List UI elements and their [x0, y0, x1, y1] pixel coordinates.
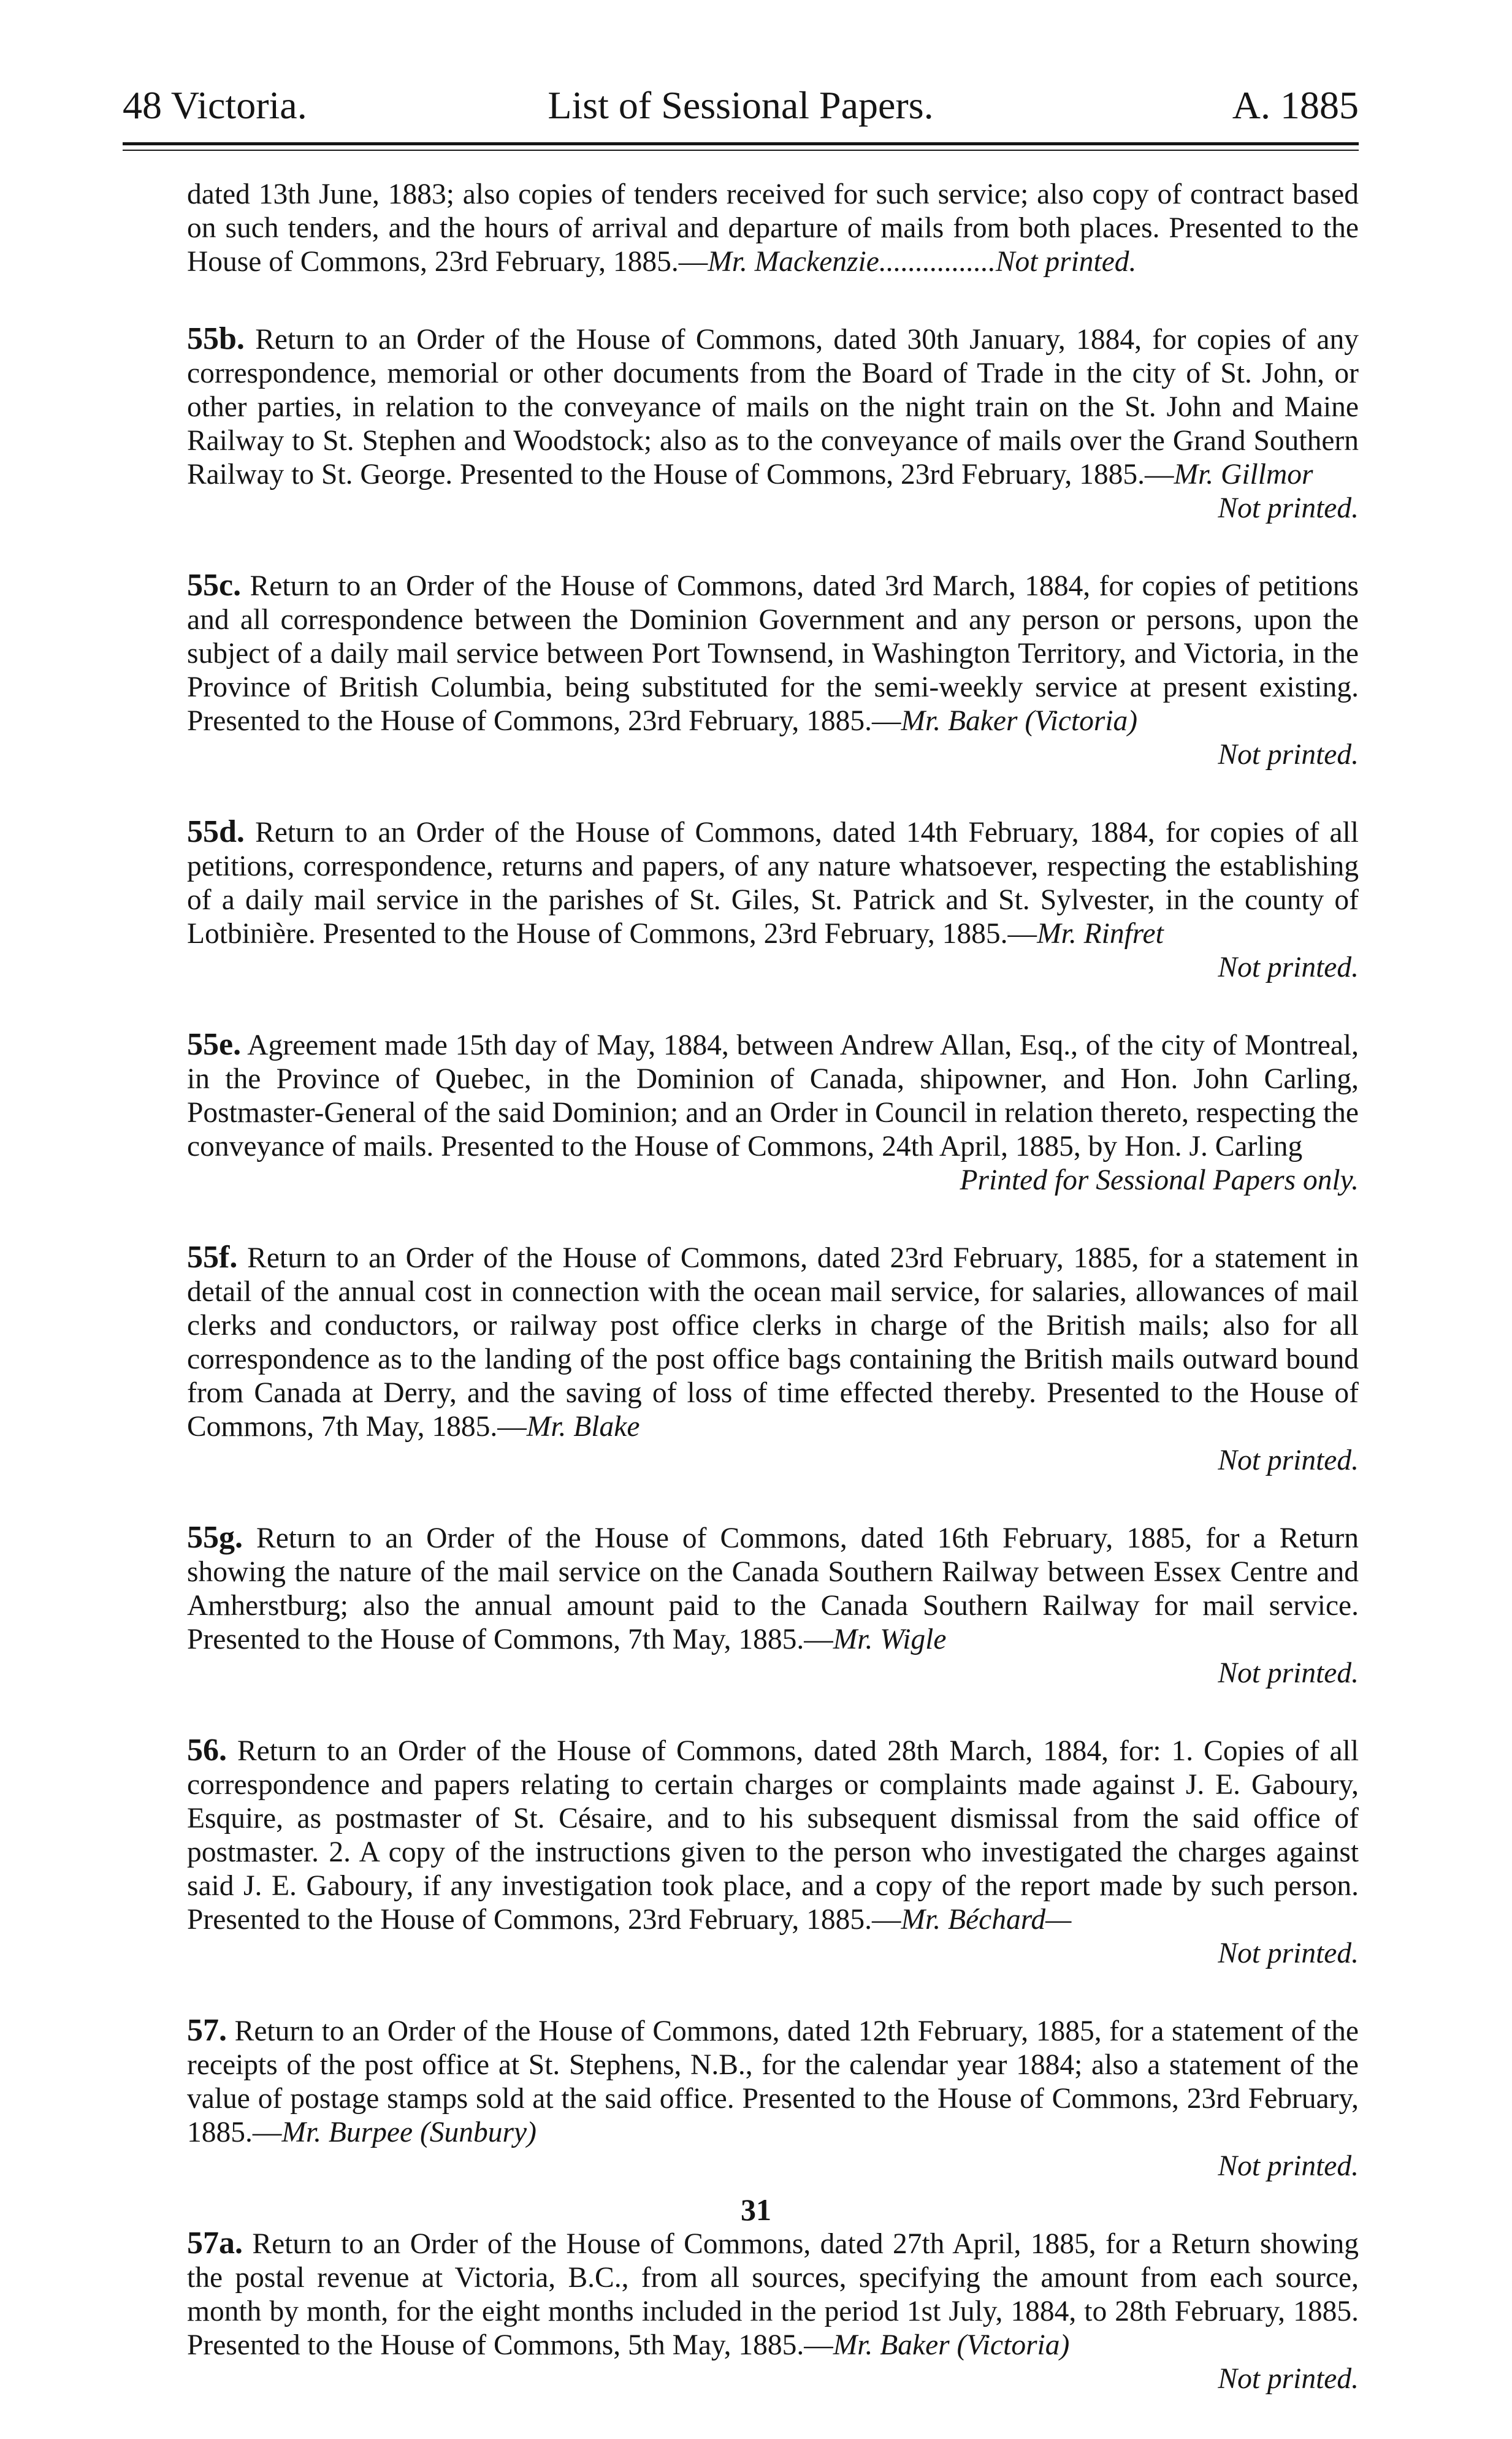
entries-body — [187, 178, 1359, 2439]
entry-number: 55f. — [187, 1240, 238, 1275]
entry-status: Not printed. — [1218, 2150, 1359, 2182]
entry-status: Not printed. — [1218, 2363, 1359, 2395]
entry-55g — [187, 1521, 1359, 1690]
continuation-mover: Mr. Mackenzie — [708, 246, 879, 278]
entry-text: Return to an Order of the House of Commons, dated 28th March, 1884, for: 1. Copies of all correspondence and papers relating to certain charges or complaints made against J. E. Gaboury, Esquire, as postmaster of St. Césaire, and to his subsequent dismissal from the said office of postmaster. 2. A copy of the instructions given to the person who investigated the charges against said J. E. Gaboury, if any investigation took place, and a copy of the report made by such person. Presented to the House of Commons, 23rd February, 1885.— — [187, 1735, 1359, 1936]
entry-text: Return to an Order of the House of Commons, dated 27th April, 1885, for a Return showing the postal revenue at Victoria, B.C., from all sources, specifying the amount from each source, month by month, for the eight months included in the period 1st July, 1884, to 28th February, 1885. Presented to the House of Commons, 5th May, 1885.— — [187, 2228, 1359, 2361]
entry-mover: Mr. Blake — [526, 1411, 640, 1443]
entry-mover: Mr. Burpee (Sunbury) — [281, 2116, 536, 2148]
entry-number: 55d. — [187, 814, 245, 849]
entry-status: Not printed. — [1218, 1445, 1359, 1476]
entry-57 — [187, 2013, 1359, 2183]
entry-number: 55c. — [187, 568, 242, 603]
entry-mover: Mr. Baker (Victoria) — [901, 705, 1138, 737]
entry-text: Return to an Order of the House of Commons, dated 12th February, 1885, for a statement of the receipts of the post office at St. Stephens, N.B., for the calendar year 1884; also a statement of the value of postage stamps sold at the said office. Presented to the House of Commons, 23rd February, 1885.— — [187, 2015, 1359, 2148]
entry-text: Return to an Order of the House of Commons, dated 23rd February, 1885, for a statement in detail of the annual cost in connection with the ocean mail service, for salaries, allowances of mail clerks and conductors, or railway post office clerks in charge of the British mails; also for all correspondence as to the landing of the post office bags containing the British mails outward bound from Canada at Derry, and the saving of loss of time effected thereby. Presented to the House of Commons, 7th May, 1885.— — [187, 1242, 1359, 1443]
entry-status: Not printed. — [1218, 739, 1359, 771]
entry-57a — [187, 2226, 1359, 2396]
entry-55c — [187, 568, 1359, 772]
header-title: List of Sessional Papers. — [548, 83, 934, 127]
entry-text: Return to an Order of the House of Commons, dated 3rd March, 1884, for copies of petitions and all correspondence between the Dominion Government and any person or persons, upon the subject of a daily mail service between Port Townsend, in Washington Territory, and Victoria, in the Province of British Columbia, being substituted for the semi-weekly service at present existing. Presented to the House of Commons, 23rd February, 1885.— — [187, 570, 1359, 737]
entry-mover: Mr. Wigle — [833, 1624, 947, 1655]
header-rule-thick — [123, 142, 1359, 145]
continuation-paragraph — [187, 178, 1359, 279]
header-year: A. 1885 — [1232, 83, 1359, 127]
entry-number: 55b. — [187, 321, 245, 356]
entry-mover: Mr. Béchard— — [901, 1904, 1072, 1936]
entry-mover: Mr. Gillmor — [1174, 459, 1313, 490]
entry-56 — [187, 1733, 1359, 1971]
continuation-text: dated 13th June, 1883; also copies of tenders received for such service; also copy of contract based on such tenders, and the hours of arrival and departure of mails from both places. Presented to the House of Commons, 23rd February, 1885.— — [187, 178, 1359, 278]
continuation-status: ................Not printed. — [879, 246, 1137, 278]
entry-text: Return to an Order of the House of Commons, dated 16th February, 1885, for a Return showing the nature of the mail service on the Canada Southern Railway between Essex Centre and Amherstburg; also the annual amount paid to the Canada Southern Railway for mail service. Presented to the House of Commons, 7th May, 1885.— — [187, 1522, 1359, 1655]
entry-55b — [187, 322, 1359, 525]
entry-number: 57a. — [187, 2226, 243, 2261]
entry-text: Return to an Order of the House of Commons, dated 30th January, 1884, for copies of any correspondence, memorial or other documents from the Board of Trade in the city of St. John, or other parties, in relation to the conveyance of mails on the night train on the St. John and Maine Railway to St. Stephen and Woodstock; also as to the conveyance of mails over the Grand Southern Railway to St. George. Presented to the House of Commons, 23rd February, 1885.— — [187, 324, 1359, 490]
entry-55d — [187, 815, 1359, 985]
entry-status: Not printed. — [1218, 1657, 1359, 1689]
entry-55f — [187, 1240, 1359, 1478]
header-rule-thin — [123, 150, 1359, 151]
entry-text: Return to an Order of the House of Commons, dated 14th February, 1884, for copies of all petitions, correspondence, returns and papers, of any nature whatsoever, respecting the establishing of a daily mail service in the parishes of St. Giles, St. Patrick and St. Sylvester, in the county of Lotbinière. Presented to the House of Commons, 23rd February, 1885.— — [187, 817, 1359, 950]
entry-status: Not printed. — [1218, 952, 1359, 983]
entry-55e — [187, 1028, 1359, 1197]
entry-number: 56. — [187, 1733, 227, 1768]
entry-status: Not printed. — [1218, 492, 1359, 524]
entry-mover: Mr. Baker (Victoria) — [833, 2329, 1070, 2361]
entry-status: Not printed. — [1218, 1937, 1359, 1969]
page-folio: 31 — [741, 2193, 771, 2227]
entry-text: Agreement made 15th day of May, 1884, between Andrew Allan, Esq., of the city of Montreal, in the Province of Quebec, in the Dominion of Canada, shipowner, and Hon. John Carling, Postmaster-General of the said Dominion; and an Order in Council in relation thereto, respecting the conveyance of mails. Presented to the House of Commons, 24th April, 1885, by Hon. J. Carling — [187, 1029, 1359, 1162]
entry-mover: Mr. Rinfret — [1037, 918, 1164, 950]
entry-number: 55g. — [187, 1520, 243, 1555]
header-session: 48 Victoria. — [123, 83, 307, 127]
entry-status: Printed for Sessional Papers only. — [960, 1164, 1359, 1196]
entry-number: 57. — [187, 2013, 227, 2048]
entry-number: 55e. — [187, 1027, 242, 1062]
running-header — [123, 83, 1359, 147]
